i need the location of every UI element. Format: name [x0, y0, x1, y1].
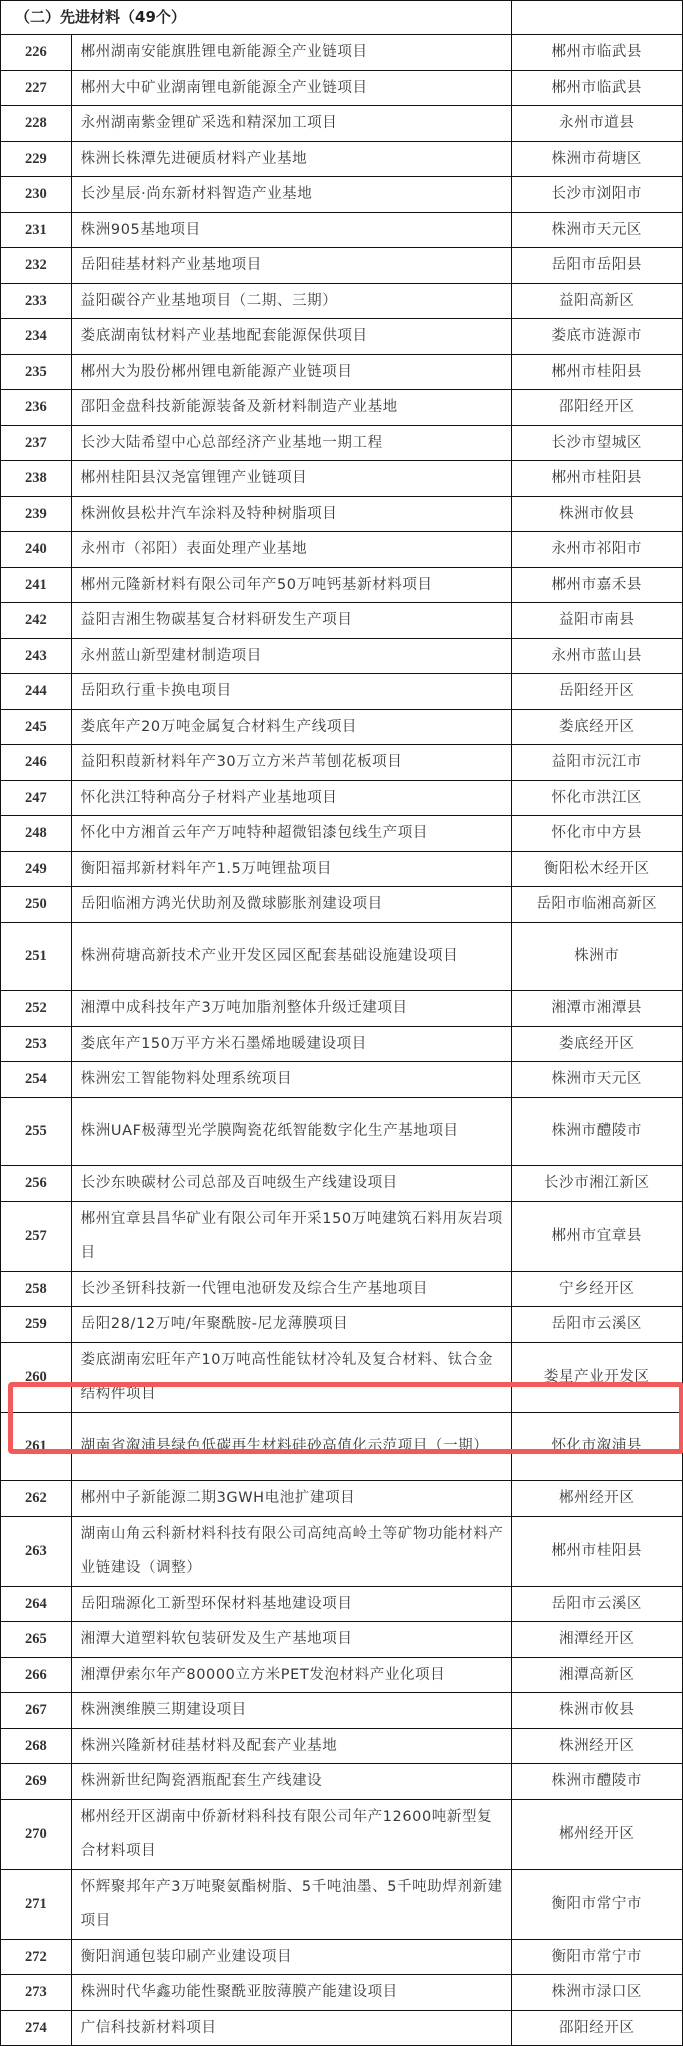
project-name: 株洲UAF极薄型光学膜陶瓷花纸智能数字化生产基地项目: [71, 1097, 511, 1166]
table-row: [1, 106, 683, 142]
table-row: [1, 319, 683, 355]
row-number: 274: [1, 2010, 72, 2046]
row-number: 235: [1, 354, 72, 390]
project-location: 湘潭经开区: [511, 1622, 683, 1658]
project-name: 娄底年产20万吨金属复合材料生产线项目: [71, 709, 511, 745]
project-location: 娄星产业开发区: [511, 1342, 683, 1412]
project-name: 郴州宜章县昌华矿业有限公司年开采150万吨建筑石料用灰岩项目: [71, 1201, 511, 1271]
project-location: 株洲市: [511, 922, 683, 991]
table-row: [1, 1516, 683, 1586]
project-location: 益阳市沅江市: [511, 745, 683, 781]
project-location: 岳阳市云溪区: [511, 1586, 683, 1622]
project-name: 郴州中子新能源二期3GWH电池扩建项目: [71, 1481, 511, 1517]
project-location: 娄底经开区: [511, 1026, 683, 1062]
table-row: [1, 425, 683, 461]
table-row: [1, 1939, 683, 1975]
project-name: 株洲长株潭先进硬质材料产业基地: [71, 141, 511, 177]
table-row: [1, 991, 683, 1027]
project-location: 株洲市醴陵市: [511, 1097, 683, 1166]
table-row: [1, 1657, 683, 1693]
table-row: [1, 851, 683, 887]
row-number: 249: [1, 851, 72, 887]
project-name: 娄底湖南钛材料产业基地配套能源保供项目: [71, 319, 511, 355]
table-row: [1, 1693, 683, 1729]
table-row: [1, 283, 683, 319]
project-name: 株洲澳维膜三期建设项目: [71, 1693, 511, 1729]
table-row: [1, 177, 683, 213]
table-row: [1, 212, 683, 248]
table-row: [1, 1097, 683, 1166]
project-location: 株洲市攸县: [511, 1693, 683, 1729]
table-row: [1, 638, 683, 674]
project-name: 郴州元隆新材料有限公司年产50万吨钙基新材料项目: [71, 567, 511, 603]
project-location: 株洲市渌口区: [511, 1975, 683, 2011]
row-number: 266: [1, 1657, 72, 1693]
project-location: 娄底市涟源市: [511, 319, 683, 355]
row-number: 254: [1, 1062, 72, 1098]
table-row: [1, 1342, 683, 1412]
project-name: 湘潭大道塑料软包装研发及生产基地项目: [71, 1622, 511, 1658]
row-number: 252: [1, 991, 72, 1027]
project-name: 娄底湖南宏旺年产10万吨高性能钛材冷轧及复合材料、钛合金结构件项目: [71, 1342, 511, 1412]
row-number: 263: [1, 1516, 72, 1586]
section-header-blank-cell: [511, 1, 683, 35]
row-number: 248: [1, 816, 72, 852]
table-row: [1, 1586, 683, 1622]
project-location: 湘潭市湘潭县: [511, 991, 683, 1027]
table-row: [1, 35, 683, 71]
project-name: 岳阳临湘方鸿光伏助剂及微球膨胀剂建设项目: [71, 887, 511, 923]
row-number: 228: [1, 106, 72, 142]
table-row: [1, 816, 683, 852]
row-number: 231: [1, 212, 72, 248]
row-number: 244: [1, 674, 72, 710]
project-name: 株洲新世纪陶瓷酒瓶配套生产线建设: [71, 1764, 511, 1800]
table-row: [1, 1481, 683, 1517]
row-number: 256: [1, 1166, 72, 1202]
row-number: 230: [1, 177, 72, 213]
project-location: 郴州市桂阳县: [511, 461, 683, 497]
row-number: 273: [1, 1975, 72, 2011]
row-number: 245: [1, 709, 72, 745]
row-number: 234: [1, 319, 72, 355]
row-number: 240: [1, 532, 72, 568]
project-name: 怀化洪江特种高分子材料产业基地项目: [71, 780, 511, 816]
project-location: 岳阳市岳阳县: [511, 248, 683, 284]
table-row: [1, 1201, 683, 1271]
table-row: [1, 532, 683, 568]
table-row: [1, 567, 683, 603]
project-location: 怀化市洪江区: [511, 780, 683, 816]
row-number: 242: [1, 603, 72, 639]
row-number: 262: [1, 1481, 72, 1517]
table-row: [1, 1026, 683, 1062]
project-name: 衡阳润通包装印刷产业建设项目: [71, 1939, 511, 1975]
project-name: 郴州大为股份郴州锂电新能源产业链项目: [71, 354, 511, 390]
project-location: 益阳市南县: [511, 603, 683, 639]
table-row: [1, 354, 683, 390]
project-name: 株洲宏工智能物料处理系统项目: [71, 1062, 511, 1098]
row-number: 232: [1, 248, 72, 284]
table-row: [1, 70, 683, 106]
project-name: 株洲攸县松井汽车涂料及特种树脂项目: [71, 496, 511, 532]
project-location: 宁乡经开区: [511, 1271, 683, 1307]
row-number: 264: [1, 1586, 72, 1622]
project-location: 岳阳经开区: [511, 674, 683, 710]
project-location: 株洲市攸县: [511, 496, 683, 532]
table-row: [1, 1728, 683, 1764]
row-number: 226: [1, 35, 72, 71]
project-name: 永州蓝山新型建材制造项目: [71, 638, 511, 674]
table-row: [1, 461, 683, 497]
table-row: [1, 248, 683, 284]
row-number: 250: [1, 887, 72, 923]
row-number: 251: [1, 922, 72, 991]
project-location: 郴州市桂阳县: [511, 354, 683, 390]
project-location: 株洲市天元区: [511, 1062, 683, 1098]
project-name: 娄底年产150万平方米石墨烯地暖建设项目: [71, 1026, 511, 1062]
table-row: [1, 922, 683, 991]
row-number: 268: [1, 1728, 72, 1764]
project-name: 株洲荷塘高新技术产业开发区园区配套基础设施建设项目: [71, 922, 511, 991]
row-number: 270: [1, 1799, 72, 1869]
project-location: 邵阳经开区: [511, 2010, 683, 2046]
table-row: [1, 141, 683, 177]
project-location: 岳阳市云溪区: [511, 1307, 683, 1343]
row-number: 247: [1, 780, 72, 816]
table-row: [1, 674, 683, 710]
project-location: 衡阳市常宁市: [511, 1939, 683, 1975]
project-location: 郴州经开区: [511, 1799, 683, 1869]
project-name: 湘潭中成科技年产3万吨加脂剂整体升级迁建项目: [71, 991, 511, 1027]
project-name: 湘潭伊索尔年产80000立方米PET发泡材料产业化项目: [71, 1657, 511, 1693]
table-row: [1, 1166, 683, 1202]
project-name: 岳阳玖行重卡换电项目: [71, 674, 511, 710]
project-name: 邵阳金盘科技新能源装备及新材料制造产业基地: [71, 390, 511, 426]
project-location: 郴州市桂阳县: [511, 1516, 683, 1586]
project-name: 株洲时代华鑫功能性聚酰亚胺薄膜产能建设项目: [71, 1975, 511, 2011]
project-location: 邵阳经开区: [511, 390, 683, 426]
project-location: 株洲经开区: [511, 1728, 683, 1764]
row-number: 267: [1, 1693, 72, 1729]
project-location: 株洲市醴陵市: [511, 1764, 683, 1800]
project-location: 永州市道县: [511, 106, 683, 142]
project-name: 岳阳28/12万吨/年聚酰胺-尼龙薄膜项目: [71, 1307, 511, 1343]
section-title: （二）先进材料（49个）: [1, 1, 512, 35]
table-row: [1, 2010, 683, 2046]
project-location: 长沙市湘江新区: [511, 1166, 683, 1202]
row-number: 272: [1, 1939, 72, 1975]
project-name: 郴州湖南安能旗胜锂电新能源全产业链项目: [71, 35, 511, 71]
row-number: 259: [1, 1307, 72, 1343]
row-number: 233: [1, 283, 72, 319]
row-number: 265: [1, 1622, 72, 1658]
table-row: [1, 709, 683, 745]
table-row: [1, 1307, 683, 1343]
row-number: 227: [1, 70, 72, 106]
project-location: 永州市祁阳市: [511, 532, 683, 568]
table-row: [1, 603, 683, 639]
project-name: 长沙大陆希望中心总部经济产业基地一期工程: [71, 425, 511, 461]
project-location: 郴州市临武县: [511, 70, 683, 106]
project-name: 株洲兴隆新材硅基材料及配套产业基地: [71, 1728, 511, 1764]
row-number: 261: [1, 1412, 72, 1481]
project-name: 益阳积葭新材料年产30万立方米芦苇刨花板项目: [71, 745, 511, 781]
project-location: 岳阳市临湘高新区: [511, 887, 683, 923]
row-number: 238: [1, 461, 72, 497]
row-number: 243: [1, 638, 72, 674]
project-location: 怀化市溆浦县: [511, 1412, 683, 1481]
row-number: 239: [1, 496, 72, 532]
table-row: [1, 390, 683, 426]
row-number: 269: [1, 1764, 72, 1800]
project-location: 衡阳市常宁市: [511, 1869, 683, 1939]
project-name: 岳阳硅基材料产业基地项目: [71, 248, 511, 284]
table-row: [1, 1975, 683, 2011]
table-row: [1, 1412, 683, 1481]
project-name: 永州市（祁阳）表面处理产业基地: [71, 532, 511, 568]
row-number: 237: [1, 425, 72, 461]
project-name: 怀辉聚邦年产3万吨聚氨酯树脂、5千吨油墨、5千吨助焊剂新建项目: [71, 1869, 511, 1939]
row-number: 260: [1, 1342, 72, 1412]
project-name: 衡阳福邦新材料年产1.5万吨锂盐项目: [71, 851, 511, 887]
project-location: 郴州经开区: [511, 1481, 683, 1517]
table-row: [1, 496, 683, 532]
project-name: 长沙圣钘科技新一代锂电池研发及综合生产基地项目: [71, 1271, 511, 1307]
row-number: 271: [1, 1869, 72, 1939]
project-name: 郴州大中矿业湖南锂电新能源全产业链项目: [71, 70, 511, 106]
row-number: 236: [1, 390, 72, 426]
project-name: 株洲905基地项目: [71, 212, 511, 248]
project-location: 株洲市荷塘区: [511, 141, 683, 177]
project-location: 郴州市临武县: [511, 35, 683, 71]
project-location: 长沙市浏阳市: [511, 177, 683, 213]
table-row: [1, 780, 683, 816]
project-name: 湖南省溆浦县绿色低碳再生材料硅砂高值化示范项目（一期）: [71, 1412, 511, 1481]
project-location: 永州市蓝山县: [511, 638, 683, 674]
row-number: 253: [1, 1026, 72, 1062]
project-location: 娄底经开区: [511, 709, 683, 745]
project-name: 益阳吉湘生物碳基复合材料研发生产项目: [71, 603, 511, 639]
table-row: [1, 1271, 683, 1307]
project-location: 衡阳松木经开区: [511, 851, 683, 887]
project-location: 郴州市嘉禾县: [511, 567, 683, 603]
project-location: 怀化市中方县: [511, 816, 683, 852]
project-name: 怀化中方湘首云年产万吨特种超微铝漆包线生产项目: [71, 816, 511, 852]
row-number: 258: [1, 1271, 72, 1307]
project-name: 永州湖南紫金锂矿采选和精深加工项目: [71, 106, 511, 142]
project-location: 益阳高新区: [511, 283, 683, 319]
project-name: 长沙星辰·尚东新材料智造产业基地: [71, 177, 511, 213]
project-name: 长沙东映碳材公司总部及百吨级生产线建设项目: [71, 1166, 511, 1202]
table-row: [1, 1764, 683, 1800]
row-number: 229: [1, 141, 72, 177]
project-name: 郴州经开区湖南中侨新材料科技有限公司年产12600吨新型复合材料项目: [71, 1799, 511, 1869]
row-number: 241: [1, 567, 72, 603]
table-row: [1, 1062, 683, 1098]
project-location: 湘潭高新区: [511, 1657, 683, 1693]
project-name: 郴州桂阳县汉尧富锂锂产业链项目: [71, 461, 511, 497]
table-row: [1, 745, 683, 781]
project-location: 长沙市望城区: [511, 425, 683, 461]
project-name: 岳阳瑞源化工新型环保材料基地建设项目: [71, 1586, 511, 1622]
table-row: [1, 1799, 683, 1869]
table-row: [1, 1622, 683, 1658]
project-name: 益阳碳谷产业基地项目（二期、三期）: [71, 283, 511, 319]
row-number: 255: [1, 1097, 72, 1166]
row-number: 246: [1, 745, 72, 781]
project-location: 株洲市天元区: [511, 212, 683, 248]
table-row: [1, 887, 683, 923]
table-row: [1, 1869, 683, 1939]
project-name: 广信科技新材料项目: [71, 2010, 511, 2046]
section-header-row: [1, 1, 683, 35]
project-name: 湖南山角云科新材料科技有限公司高纯高岭土等矿物功能材料产业链建设（调整）: [71, 1516, 511, 1586]
project-location: 郴州市宜章县: [511, 1201, 683, 1271]
row-number: 257: [1, 1201, 72, 1271]
